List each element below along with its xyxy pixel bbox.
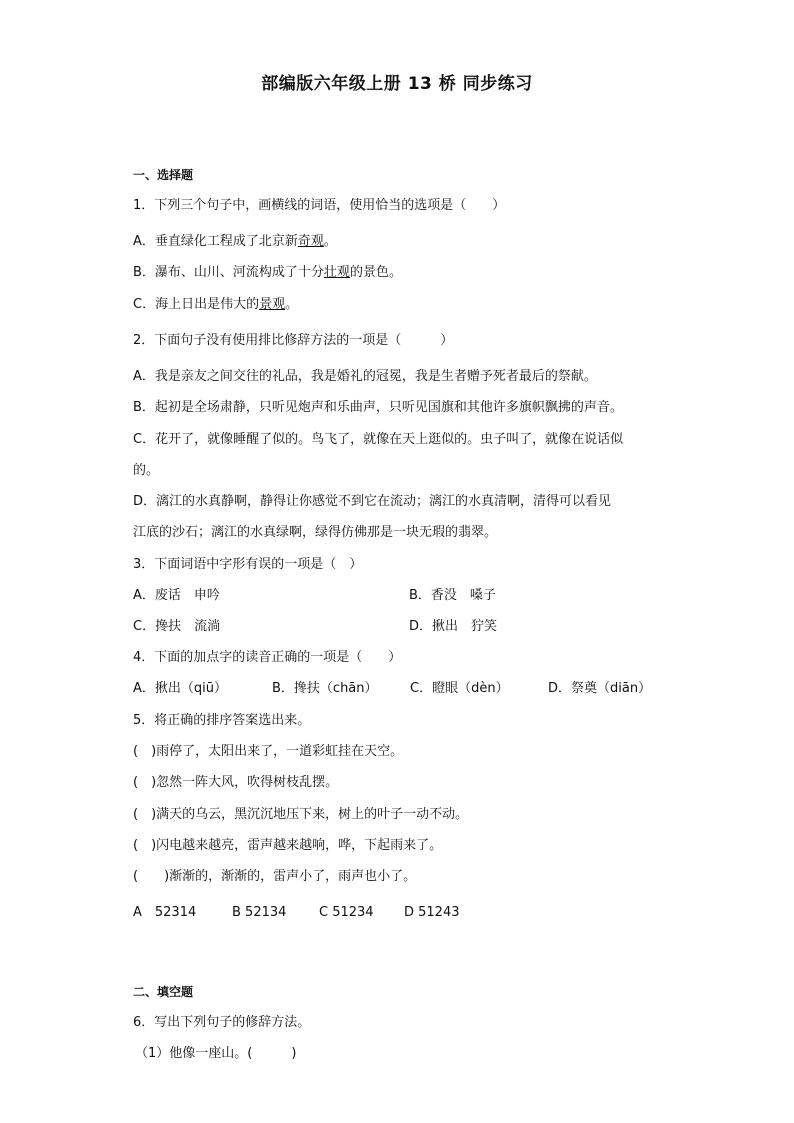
section-heading-choice: 一、选择题 — [133, 168, 194, 182]
q1-option-c-end: 。 — [285, 297, 299, 312]
q2-option-b: B．起初是全场肃静，只听见炮声和乐曲声，只听见国旗和其他许多旗帜飘拂的声音。 — [133, 400, 623, 415]
q1-option-c — [133, 296, 298, 314]
q1-option-a-text: A．垂直绿化工程成了北京新 — [133, 234, 298, 249]
q6-stem: 6．写出下列句子的修辞方法。 — [133, 1015, 311, 1030]
q3-option-d: D．揪出 狞笑 — [409, 619, 498, 634]
q4-option-d: D．祭奠（diān） — [548, 681, 652, 696]
q1-stem: 1．下列三个句子中，画横线的词语，使用恰当的选项是（ ） — [133, 198, 506, 213]
q1-option-a-underlined: 奇观 — [297, 234, 324, 249]
q4-option-a: A．揪出（qiū） — [133, 681, 227, 696]
q1-option-a — [133, 233, 337, 251]
q2-option-d-line2: 江底的沙石；漓江的水真绿啊，绿得仿佛那是一块无瑕的翡翠。 — [133, 525, 498, 540]
q2-option-c-line1: C．花开了，就像睡醒了似的。鸟飞了，就像在天上逛似的。虫子叫了，就像在说话似 — [133, 432, 624, 447]
q4-option-c: C．瞪眼（dèn） — [410, 681, 509, 696]
q1-option-b-end: 的景色。 — [349, 265, 402, 280]
q5-sentence-3: ( )满天的乌云，黑沉沉地压下来，树上的叶子一动不动。 — [133, 807, 469, 822]
q5-option-d: D 51243 — [404, 905, 460, 920]
q5-sentence-1: ( )雨停了，太阳出来了，一道彩虹挂在天空。 — [133, 744, 404, 759]
page-title: 部编版六年级上册 13 桥 同步练习 — [261, 74, 533, 94]
q1-option-b — [133, 264, 402, 282]
q2-option-c-line2: 的。 — [133, 463, 160, 478]
section-heading-fill: 二、填空题 — [133, 985, 194, 999]
q5-stem: 5．将正确的排序答案选出来。 — [133, 713, 311, 728]
q3-stem: 3．下面词语中字形有误的一项是（ ） — [133, 557, 363, 572]
q2-stem: 2．下面句子没有使用排比修辞方法的一项是（ ） — [133, 333, 454, 348]
q1-option-c-underlined: 景观 — [259, 297, 286, 312]
q1-option-c-text: C．海上日出是伟大的 — [133, 297, 260, 312]
q5-sentence-4: ( )闪电越来越亮，雷声越来越响，哗，下起雨来了。 — [133, 838, 443, 853]
q3-option-c: C．搀扶 流淌 — [133, 619, 221, 634]
q6-item-1: （1）他像一座山。( ) — [135, 1046, 297, 1061]
q1-option-b-text: B．瀑布、山川、河流构成了十分 — [133, 265, 324, 280]
q5-sentence-2: ( )忽然一阵大风，吹得树枝乱摆。 — [133, 775, 339, 790]
q2-option-a: A．我是亲友之间交往的礼品，我是婚礼的冠冕，我是生者赠予死者最后的祭献。 — [133, 369, 597, 384]
q5-option-c: C 51234 — [319, 905, 374, 920]
q3-option-b: B．香没 嗓子 — [409, 588, 496, 603]
q5-option-a: A 52314 — [133, 905, 197, 920]
q4-option-b: B．搀扶（chān） — [272, 681, 378, 696]
q3-option-a: A．废话 申吟 — [133, 588, 220, 603]
q1-option-a-end: 。 — [323, 234, 337, 249]
q2-option-d-line1: D．漓江的水真静啊，静得让你感觉不到它在流动；漓江的水真清啊，清得可以看见 — [133, 494, 612, 509]
q5-sentence-5: ( )渐渐的，渐渐的，雷声小了，雨声也小了。 — [133, 869, 417, 884]
q1-option-b-underlined: 壮观 — [323, 265, 350, 280]
q4-stem: 4．下面的加点字的读音正确的一项是（ ） — [133, 650, 402, 665]
q5-option-b: B 52134 — [232, 905, 287, 920]
